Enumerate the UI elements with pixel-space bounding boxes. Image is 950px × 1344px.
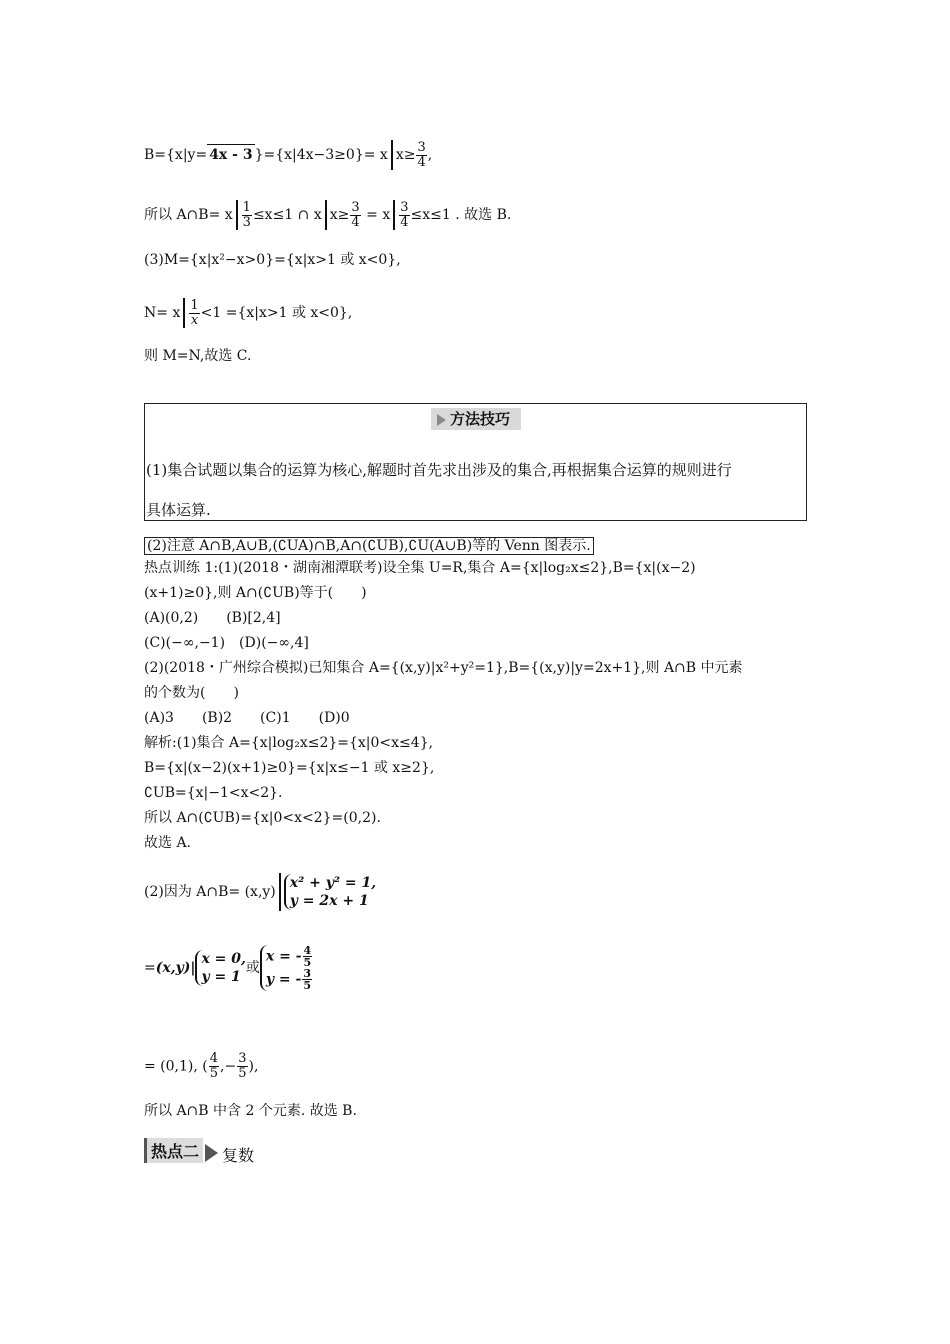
hot-section-heading <box>144 1138 254 1166</box>
set-bar <box>236 200 238 230</box>
exercise-line: (x+1)≥0},则 A∩(∁UB)等于( ) <box>144 585 367 601</box>
exercise-line: B={x|(x−2)(x+1)≥0}={x|x≤−1 或 x≥2}, <box>144 760 435 776</box>
play-triangle-icon <box>437 414 446 426</box>
equation-system: x² + y² = 1, y = 2x + 1 <box>284 874 376 910</box>
exercise-line: (A)(0,2) (B)[2,4] <box>144 610 281 626</box>
exercise-line: 故选 A. <box>144 835 192 851</box>
set-bar <box>391 140 393 170</box>
set-bar <box>279 873 281 911</box>
set-bar <box>393 200 395 230</box>
arrow-right-icon <box>205 1144 218 1162</box>
solution-line-intersection: 所以 A∩B= x $\frac{1}{3}$ ≤x≤1 ∩ x x≥ $\frac{3}{4}$ = x $\frac{3}{4}$ ≤x≤1 . 故选 B. <box>144 199 512 230</box>
fraction: $\frac{3}{4}$ <box>417 139 426 170</box>
solution-line-conclusion: 则 M=N,故选 C. <box>144 348 252 364</box>
exercise-line: 解析:(1)集合 A={x|log₂x≤2}={x|0<x≤4}, <box>144 735 434 751</box>
method-tips-title: 方法技巧 <box>431 408 521 430</box>
solution-line-n-set: N= x $\frac{1}{x}$ <1 ={x|x>1 或 x<0}, <box>144 297 353 328</box>
solution-line-m-set: (3)M={x|x²−x>0}={x|x>1 或 x<0}, <box>144 252 401 268</box>
solution-2-line-1: (2)因为 A∩B= (x,y) x² + y² = 1, y = 2x + 1 <box>144 875 377 909</box>
fraction: $\frac{3}{5}$ <box>238 1051 247 1081</box>
fraction: $\frac{3}{4}$ <box>351 199 360 230</box>
exercise-line: ∁UB={x|−1<x<2}. <box>144 785 283 801</box>
venn-note-line: (2)注意 A∩B,A∪B,(∁UA)∩B,A∩(∁UB),∁U(A∪B)等的 Venn 图表示. <box>144 536 594 556</box>
fraction: $\frac{4}{5}$ <box>209 1051 219 1081</box>
fraction: $\frac{3}{4}$ <box>400 199 409 230</box>
exercise-line: (A)3 (B)2 (C)1 (D)0 <box>144 710 350 726</box>
set-bar <box>325 200 327 230</box>
exercise-line: 所以 A∩(∁UB)={x|0<x<2}=(0,2). <box>144 810 381 826</box>
set-bar <box>183 298 185 328</box>
solution-2-conclusion: 所以 A∩B 中含 2 个元素. 故选 B. <box>144 1103 357 1119</box>
fraction: $\frac{1}{x}$ <box>190 297 199 328</box>
solution-2-line-3: = (0,1), ( $\frac{4}{5}$ ,− $\frac{3}{5}$ ), <box>144 1051 259 1081</box>
solution-line-b-set: B={x|y= 4x - 3 }={x|4x−3≥0}= x x≥ $\frac{3}{4}$ , <box>144 139 433 170</box>
equation-system: x = 0, y = 1 <box>195 950 245 986</box>
exercise-line: (2)(2018・广州综合模拟)已知集合 A={(x,y)|x²+y²=1},B={(x,y)|y=2x+1},则 A∩B 中元素 <box>144 660 743 676</box>
equation-system: x = - $\frac{4}{5}$ y = - $\frac{3}{5}$ <box>260 945 313 991</box>
method-tips-box <box>144 403 807 521</box>
hot-section-label: 热点二 <box>144 1138 203 1163</box>
sqrt-expression: 4x - 3 <box>207 144 254 165</box>
method-tip-line-1: (1)集合试题以集合的运算为核心,解题时首先求出涉及的集合,再根据集合运算的规则进行 <box>146 461 732 479</box>
exercise-line: 的个数为( ) <box>144 685 239 701</box>
fraction: $\frac{1}{3}$ <box>242 199 251 230</box>
hot-section-subtitle: 复数 <box>222 1146 255 1165</box>
exercise-line: 热点训练 1:(1)(2018・湖南湘潭联考)设全集 U=R,集合 A={x|log₂x≤2},B={x|(x−2) <box>144 560 696 576</box>
exercise-line: (C)(−∞,−1) (D)(−∞,4] <box>144 635 309 651</box>
solution-2-line-2: =(x,y)| x = 0, y = 1 或 x = - $\frac{4}{5}$ y = - $\frac{3}{5}$ <box>144 944 312 992</box>
method-tip-line-2: 具体运算. <box>146 501 211 519</box>
